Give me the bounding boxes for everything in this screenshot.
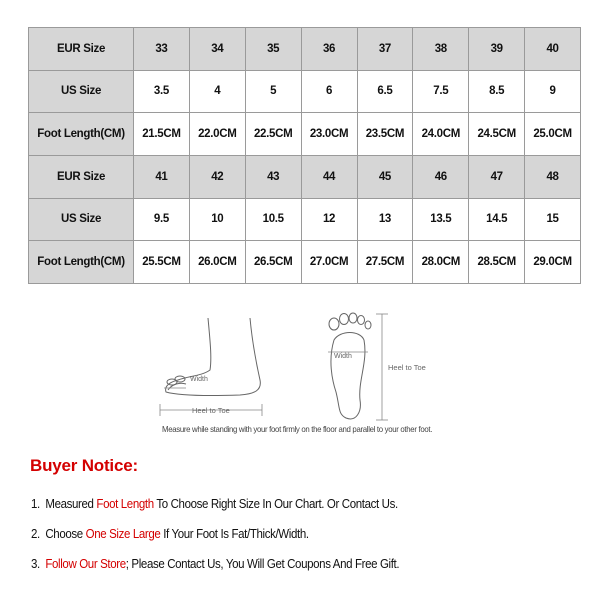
table-cell: 44: [301, 155, 357, 198]
foot-side-view-icon: [166, 318, 261, 396]
table-cell: 21.5CM: [134, 113, 190, 156]
notice-item-text: Choose: [45, 527, 86, 541]
table-row: [29, 241, 581, 284]
table-cell: 26.0CM: [189, 241, 245, 284]
notice-item-number: 3.: [31, 557, 40, 571]
table-cell: 27.0CM: [301, 241, 357, 284]
table-cell: 40: [525, 28, 581, 71]
table-cell: 41: [134, 155, 190, 198]
notice-item-highlight: Foot Length: [96, 497, 154, 511]
table-cell: 14.5: [469, 198, 525, 241]
sole-width-label: Width: [334, 353, 352, 360]
buyer-notice-title: Buyer Notice:: [30, 456, 138, 475]
table-cell: 45: [357, 155, 413, 198]
notice-item-3: [31, 557, 399, 571]
table-cell: 38: [413, 28, 469, 71]
side-width-label: Width: [190, 376, 208, 383]
row-label: EUR Size: [29, 28, 134, 71]
table-cell: 37: [357, 28, 413, 71]
table-cell: 39: [469, 28, 525, 71]
table-cell: 47: [469, 155, 525, 198]
notice-item-text: If Your Foot Is Fat/Thick/Width.: [160, 527, 309, 541]
table-cell: 22.5CM: [245, 113, 301, 156]
notice-item-text: To Choose Right Size In Our Chart. Or Contact Us.: [153, 497, 398, 511]
notice-item-number: 2.: [31, 527, 40, 541]
table-cell: 35: [245, 28, 301, 71]
table-cell: 23.0CM: [301, 113, 357, 156]
foot-sole-view-icon: [329, 313, 371, 419]
notice-item-text: ; Please Contact Us, You Will Get Coupons And Free Gift.: [125, 557, 400, 571]
table-cell: 43: [245, 155, 301, 198]
table-cell: 5: [245, 70, 301, 113]
notice-item-number: 1.: [31, 497, 40, 511]
table-row: [29, 28, 581, 71]
table-cell: 13.5: [413, 198, 469, 241]
table-cell: 4: [189, 70, 245, 113]
row-label: EUR Size: [29, 155, 134, 198]
table-cell: 36: [301, 28, 357, 71]
notice-item-highlight: One Size Large: [85, 527, 161, 541]
table-cell: 15: [525, 198, 581, 241]
table-cell: 28.5CM: [469, 241, 525, 284]
notice-item-text: Measured: [45, 497, 97, 511]
table-cell: 6: [301, 70, 357, 113]
table-cell: 46: [413, 155, 469, 198]
notice-item-2: [31, 527, 309, 541]
table-cell: 13: [357, 198, 413, 241]
table-cell: 8.5: [469, 70, 525, 113]
table-cell: 25.0CM: [525, 113, 581, 156]
row-label: Foot Length(CM): [29, 113, 134, 156]
sole-length-label: Heel to Toe: [388, 363, 426, 372]
table-cell: 48: [525, 155, 581, 198]
table-cell: 9.5: [134, 198, 190, 241]
table-row: [29, 155, 581, 198]
table-cell: 28.0CM: [413, 241, 469, 284]
side-length-label: Heel to Toe: [192, 406, 230, 415]
foot-measure-diagram: [150, 300, 510, 440]
table-cell: 6.5: [357, 70, 413, 113]
table-cell: 7.5: [413, 70, 469, 113]
table-row: [29, 198, 581, 241]
table-cell: 33: [134, 28, 190, 71]
table-row: [29, 113, 581, 156]
size-chart-table: [28, 27, 581, 284]
row-label: US Size: [29, 70, 134, 113]
table-cell: 25.5CM: [134, 241, 190, 284]
table-cell: 9: [525, 70, 581, 113]
notice-item-1: [31, 497, 398, 511]
table-cell: 24.0CM: [413, 113, 469, 156]
table-cell: 23.5CM: [357, 113, 413, 156]
table-cell: 27.5CM: [357, 241, 413, 284]
notice-item-highlight: Follow Our Store: [45, 557, 126, 571]
row-label: US Size: [29, 198, 134, 241]
table-cell: 34: [189, 28, 245, 71]
row-label: Foot Length(CM): [29, 241, 134, 284]
measure-caption: Measure while standing with your foot firmly on the floor and parallel to your other foot.: [162, 424, 433, 434]
table-row: [29, 70, 581, 113]
table-cell: 10: [189, 198, 245, 241]
table-cell: 42: [189, 155, 245, 198]
table-cell: 3.5: [134, 70, 190, 113]
table-cell: 26.5CM: [245, 241, 301, 284]
table-cell: 12: [301, 198, 357, 241]
table-cell: 10.5: [245, 198, 301, 241]
table-cell: 24.5CM: [469, 113, 525, 156]
table-cell: 22.0CM: [189, 113, 245, 156]
table-cell: 29.0CM: [525, 241, 581, 284]
